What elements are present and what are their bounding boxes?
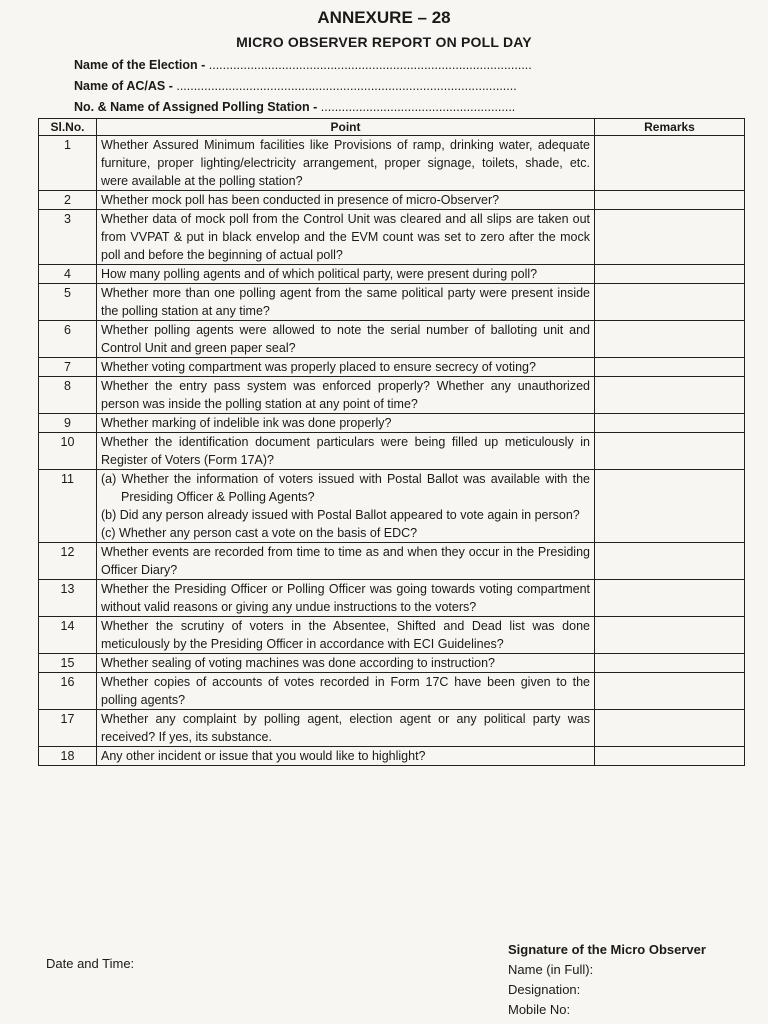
row-subpoint-b: (b) Did any person already issued with Postal Ballot appeared to vote again in person?	[101, 508, 580, 522]
row-point: Whether the identification document particulars were being filled up meticulously in Register of Voters (Form 17A)?	[97, 433, 595, 470]
header-point: Point	[97, 119, 595, 136]
row-point: Any other incident or issue that you would like to highlight?	[97, 747, 595, 766]
table-row	[39, 710, 745, 747]
row-remarks[interactable]	[595, 377, 745, 414]
table-row	[39, 747, 745, 766]
table-row	[39, 358, 745, 377]
row-remarks[interactable]	[595, 321, 745, 358]
row-remarks[interactable]	[595, 414, 745, 433]
row-remarks[interactable]	[595, 580, 745, 617]
row-point: Whether the entry pass system was enforced properly? Whether any unauthorized person was inside the polling station at any point of time?	[97, 377, 595, 414]
row-point: Whether more than one polling agent from the same political party were present inside the polling station at any time?	[97, 284, 595, 321]
row-point: How many polling agents and of which political party, were present during poll?	[97, 265, 595, 284]
header-sl-no: Sl.No.	[39, 119, 97, 136]
election-name-field	[74, 58, 532, 72]
name-label: Name (in Full):	[508, 962, 594, 977]
row-sl: 16	[39, 673, 97, 710]
table-row	[39, 284, 745, 321]
ac-name-blank: ..................................................................................................	[176, 79, 517, 93]
row-point: Whether polling agents were allowed to note the serial number of balloting unit and Control Unit and green paper seal?	[97, 321, 595, 358]
row-sl: 8	[39, 377, 97, 414]
designation-label: Designation:	[508, 982, 581, 997]
signature-title: Signature of the Micro Observer	[508, 942, 706, 957]
row-sl: 5	[39, 284, 97, 321]
table-row	[39, 265, 745, 284]
row-remarks[interactable]	[595, 543, 745, 580]
row-point: Whether data of mock poll from the Control Unit was cleared and all slips are taken out from VVPAT & put in black envelop and the EVM count was set to zero after the mock poll and before the beginning of actual poll?	[97, 210, 595, 265]
table-row	[39, 136, 745, 191]
row-remarks[interactable]	[595, 358, 745, 377]
row-sl: 3	[39, 210, 97, 265]
mobile-label: Mobile No:	[508, 1002, 571, 1017]
row-remarks[interactable]	[595, 710, 745, 747]
row-remarks[interactable]	[595, 265, 745, 284]
ac-name-field	[74, 79, 517, 93]
row-remarks[interactable]	[595, 654, 745, 673]
row-point: Whether events are recorded from time to time as and when they occur in the Presiding Officer Diary?	[97, 543, 595, 580]
row-sl: 13	[39, 580, 97, 617]
row-sl: 7	[39, 358, 97, 377]
row-point: Whether voting compartment was properly placed to ensure secrecy of voting?	[97, 358, 595, 377]
table-row	[39, 433, 745, 470]
table-row	[39, 470, 745, 543]
row-point: Whether any complaint by polling agent, election agent or any political party was received? If yes, its substance.	[97, 710, 595, 747]
table-row	[39, 617, 745, 654]
table-row	[39, 654, 745, 673]
row-remarks[interactable]	[595, 673, 745, 710]
table-row	[39, 377, 745, 414]
row-remarks[interactable]	[595, 284, 745, 321]
table-row	[39, 580, 745, 617]
signature-block	[508, 940, 706, 1020]
polling-station-blank: ........................................................	[320, 100, 516, 114]
row-sl: 2	[39, 191, 97, 210]
row-sl: 12	[39, 543, 97, 580]
row-point: Whether sealing of voting machines was done according to instruction?	[97, 654, 595, 673]
table-row	[39, 191, 745, 210]
row-remarks[interactable]	[595, 747, 745, 766]
election-name-blank: .............................................................................................	[208, 58, 532, 72]
row-remarks[interactable]	[595, 433, 745, 470]
row-subpoint-a: (a) Whether the information of voters issued with Postal Ballot was available with the Presiding Officer & Polling Agents?	[101, 472, 590, 504]
table-row	[39, 321, 745, 358]
election-name-label: Name of the Election -	[74, 58, 206, 72]
polling-station-field	[74, 100, 515, 114]
row-remarks[interactable]	[595, 617, 745, 654]
header-remarks: Remarks	[595, 119, 745, 136]
row-sl: 17	[39, 710, 97, 747]
row-point-multi	[97, 470, 595, 543]
row-sl: 15	[39, 654, 97, 673]
row-sl: 14	[39, 617, 97, 654]
row-point: Whether copies of accounts of votes recorded in Form 17C have been given to the polling agents?	[97, 673, 595, 710]
date-time-label: Date and Time:	[46, 956, 135, 971]
row-remarks[interactable]	[595, 191, 745, 210]
annexure-number: ANNEXURE – 28	[317, 8, 451, 27]
polling-station-label: No. & Name of Assigned Polling Station -	[74, 100, 318, 114]
row-remarks[interactable]	[595, 210, 745, 265]
row-sl: 9	[39, 414, 97, 433]
row-point: Whether Assured Minimum facilities like Provisions of ramp, drinking water, adequate furniture, proper lighting/electricity arrangement, proper signage, toilets, shade, etc. were available at the polling station?	[97, 136, 595, 191]
report-table	[38, 118, 745, 766]
row-point: Whether the Presiding Officer or Polling Officer was going towards voting compartment without valid reasons or giving any undue instructions to the voters?	[97, 580, 595, 617]
report-title: MICRO OBSERVER REPORT ON POLL DAY	[236, 34, 532, 50]
table-header-row	[39, 119, 745, 136]
row-point: Whether the scrutiny of voters in the Absentee, Shifted and Dead list was done meticulously by the Presiding Officer in accordance with ECI Guidelines?	[97, 617, 595, 654]
row-sl: 11	[39, 470, 97, 543]
row-remarks[interactable]	[595, 470, 745, 543]
row-subpoint-c: (c) Whether any person cast a vote on the basis of EDC?	[101, 526, 418, 540]
row-point: Whether marking of indelible ink was done properly?	[97, 414, 595, 433]
row-sl: 18	[39, 747, 97, 766]
row-point: Whether mock poll has been conducted in presence of micro-Observer?	[97, 191, 595, 210]
row-sl: 4	[39, 265, 97, 284]
row-sl: 6	[39, 321, 97, 358]
table-row	[39, 673, 745, 710]
ac-name-label: Name of AC/AS -	[74, 79, 173, 93]
table-row	[39, 414, 745, 433]
table-row	[39, 543, 745, 580]
row-sl: 1	[39, 136, 97, 191]
row-sl: 10	[39, 433, 97, 470]
table-row	[39, 210, 745, 265]
row-remarks[interactable]	[595, 136, 745, 191]
